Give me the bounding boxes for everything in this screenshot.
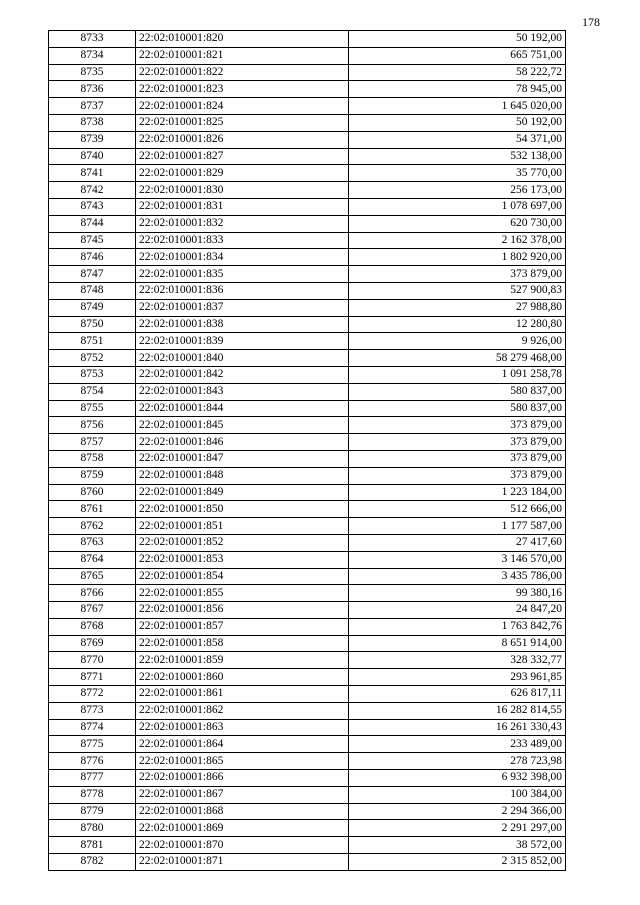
row-number: 8759 bbox=[49, 467, 136, 484]
cadastral-value: 373 879,00 bbox=[349, 450, 566, 467]
table-row bbox=[49, 450, 566, 467]
cadastral-value: 373 879,00 bbox=[349, 434, 566, 451]
cadastral-value: 665 751,00 bbox=[349, 47, 566, 64]
cadastral-number: 22:02:010001:857 bbox=[136, 618, 349, 635]
row-number: 8744 bbox=[49, 215, 136, 232]
cadastral-value: 373 879,00 bbox=[349, 467, 566, 484]
table-row bbox=[49, 585, 566, 602]
table-row bbox=[49, 266, 566, 283]
cadastral-number: 22:02:010001:836 bbox=[136, 282, 349, 299]
cadastral-number: 22:02:010001:837 bbox=[136, 299, 349, 316]
cadastral-value: 38 572,00 bbox=[349, 837, 566, 854]
row-number: 8757 bbox=[49, 434, 136, 451]
cadastral-value: 512 666,00 bbox=[349, 501, 566, 518]
cadastral-number: 22:02:010001:838 bbox=[136, 316, 349, 333]
row-number: 8761 bbox=[49, 501, 136, 518]
row-number: 8775 bbox=[49, 736, 136, 753]
row-number: 8743 bbox=[49, 198, 136, 215]
cadastral-number: 22:02:010001:869 bbox=[136, 820, 349, 837]
cadastral-number: 22:02:010001:861 bbox=[136, 686, 349, 703]
table-row bbox=[49, 719, 566, 736]
table-row bbox=[49, 753, 566, 770]
cadastral-number: 22:02:010001:834 bbox=[136, 249, 349, 266]
cadastral-number: 22:02:010001:846 bbox=[136, 434, 349, 451]
cadastral-number: 22:02:010001:867 bbox=[136, 786, 349, 803]
cadastral-value: 233 489,00 bbox=[349, 736, 566, 753]
table-row bbox=[49, 618, 566, 635]
table-row bbox=[49, 198, 566, 215]
cadastral-number: 22:02:010001:827 bbox=[136, 148, 349, 165]
table-row bbox=[49, 31, 566, 48]
table-row bbox=[49, 686, 566, 703]
table-row bbox=[49, 702, 566, 719]
cadastral-number: 22:02:010001:871 bbox=[136, 854, 349, 871]
row-number: 8779 bbox=[49, 803, 136, 820]
cadastral-number: 22:02:010001:833 bbox=[136, 232, 349, 249]
table-row bbox=[49, 669, 566, 686]
row-number: 8780 bbox=[49, 820, 136, 837]
cadastral-value: 27 417,60 bbox=[349, 534, 566, 551]
cadastral-number: 22:02:010001:852 bbox=[136, 534, 349, 551]
cadastral-value: 58 279 468,00 bbox=[349, 350, 566, 367]
cadastral-number: 22:02:010001:821 bbox=[136, 47, 349, 64]
row-number: 8739 bbox=[49, 131, 136, 148]
row-number: 8734 bbox=[49, 47, 136, 64]
row-number: 8752 bbox=[49, 350, 136, 367]
table-row bbox=[49, 182, 566, 199]
table-row bbox=[49, 820, 566, 837]
cadastral-number: 22:02:010001:842 bbox=[136, 366, 349, 383]
cadastral-value: 50 192,00 bbox=[349, 114, 566, 131]
row-number: 8764 bbox=[49, 551, 136, 568]
row-number: 8735 bbox=[49, 64, 136, 81]
row-number: 8766 bbox=[49, 585, 136, 602]
row-number: 8756 bbox=[49, 417, 136, 434]
table-row bbox=[49, 568, 566, 585]
cadastral-number: 22:02:010001:850 bbox=[136, 501, 349, 518]
row-number: 8737 bbox=[49, 98, 136, 115]
row-number: 8749 bbox=[49, 299, 136, 316]
row-number: 8740 bbox=[49, 148, 136, 165]
table-row bbox=[49, 47, 566, 64]
table-row bbox=[49, 249, 566, 266]
cadastral-number: 22:02:010001:831 bbox=[136, 198, 349, 215]
cadastral-value: 50 192,00 bbox=[349, 31, 566, 48]
cadastral-value: 580 837,00 bbox=[349, 400, 566, 417]
row-number: 8773 bbox=[49, 702, 136, 719]
table-row bbox=[49, 383, 566, 400]
table-row bbox=[49, 501, 566, 518]
cadastral-value: 1 091 258,78 bbox=[349, 366, 566, 383]
table-row bbox=[49, 350, 566, 367]
cadastral-number: 22:02:010001:856 bbox=[136, 602, 349, 619]
table-row bbox=[49, 518, 566, 535]
cadastral-value: 620 730,00 bbox=[349, 215, 566, 232]
cadastral-number: 22:02:010001:840 bbox=[136, 350, 349, 367]
row-number: 8751 bbox=[49, 333, 136, 350]
row-number: 8742 bbox=[49, 182, 136, 199]
cadastral-number: 22:02:010001:868 bbox=[136, 803, 349, 820]
table-row bbox=[49, 534, 566, 551]
table-row bbox=[49, 417, 566, 434]
table-row bbox=[49, 333, 566, 350]
cadastral-number: 22:02:010001:823 bbox=[136, 81, 349, 98]
table-row bbox=[49, 114, 566, 131]
table-row bbox=[49, 316, 566, 333]
cadastral-value: 256 173,00 bbox=[349, 182, 566, 199]
cadastral-value: 16 261 330,43 bbox=[349, 719, 566, 736]
cadastral-value: 3 146 570,00 bbox=[349, 551, 566, 568]
cadastral-number: 22:02:010001:843 bbox=[136, 383, 349, 400]
table-row bbox=[49, 484, 566, 501]
table-row bbox=[49, 64, 566, 81]
cadastral-number: 22:02:010001:845 bbox=[136, 417, 349, 434]
table-body bbox=[49, 31, 566, 871]
cadastral-value: 2 291 297,00 bbox=[349, 820, 566, 837]
row-number: 8733 bbox=[49, 31, 136, 48]
row-number: 8760 bbox=[49, 484, 136, 501]
cadastral-number: 22:02:010001:859 bbox=[136, 652, 349, 669]
cadastral-value: 527 900,83 bbox=[349, 282, 566, 299]
table-row bbox=[49, 652, 566, 669]
table-row bbox=[49, 366, 566, 383]
cadastral-value: 2 294 366,00 bbox=[349, 803, 566, 820]
cadastral-number: 22:02:010001:862 bbox=[136, 702, 349, 719]
table-row bbox=[49, 215, 566, 232]
row-number: 8768 bbox=[49, 618, 136, 635]
cadastral-number: 22:02:010001:870 bbox=[136, 837, 349, 854]
table-row bbox=[49, 148, 566, 165]
table-row bbox=[49, 131, 566, 148]
table-row bbox=[49, 282, 566, 299]
table-row bbox=[49, 81, 566, 98]
row-number: 8778 bbox=[49, 786, 136, 803]
cadastral-value: 2 162 378,00 bbox=[349, 232, 566, 249]
cadastral-value: 1 802 920,00 bbox=[349, 249, 566, 266]
row-number: 8769 bbox=[49, 635, 136, 652]
row-number: 8771 bbox=[49, 669, 136, 686]
table-row bbox=[49, 98, 566, 115]
cadastral-number: 22:02:010001:839 bbox=[136, 333, 349, 350]
cadastral-number: 22:02:010001:835 bbox=[136, 266, 349, 283]
cadastral-number: 22:02:010001:826 bbox=[136, 131, 349, 148]
row-number: 8745 bbox=[49, 232, 136, 249]
cadastral-value: 1 645 020,00 bbox=[349, 98, 566, 115]
table-row bbox=[49, 434, 566, 451]
cadastral-number: 22:02:010001:829 bbox=[136, 165, 349, 182]
row-number: 8746 bbox=[49, 249, 136, 266]
cadastral-number: 22:02:010001:854 bbox=[136, 568, 349, 585]
cadastral-value: 1 763 842,76 bbox=[349, 618, 566, 635]
cadastral-value: 1 177 587,00 bbox=[349, 518, 566, 535]
table-row bbox=[49, 400, 566, 417]
cadastral-number: 22:02:010001:860 bbox=[136, 669, 349, 686]
table-row bbox=[49, 551, 566, 568]
cadastral-value: 16 282 814,55 bbox=[349, 702, 566, 719]
table-row bbox=[49, 770, 566, 787]
cadastral-value: 8 651 914,00 bbox=[349, 635, 566, 652]
row-number: 8754 bbox=[49, 383, 136, 400]
cadastral-number: 22:02:010001:851 bbox=[136, 518, 349, 535]
table-row bbox=[49, 786, 566, 803]
table-row bbox=[49, 299, 566, 316]
table-row bbox=[49, 467, 566, 484]
row-number: 8765 bbox=[49, 568, 136, 585]
cadastral-value: 12 280,80 bbox=[349, 316, 566, 333]
cadastral-number: 22:02:010001:849 bbox=[136, 484, 349, 501]
row-number: 8738 bbox=[49, 114, 136, 131]
cadastral-number: 22:02:010001:820 bbox=[136, 31, 349, 48]
page-number: 178 bbox=[582, 15, 600, 29]
cadastral-number: 22:02:010001:863 bbox=[136, 719, 349, 736]
cadastral-value: 100 384,00 bbox=[349, 786, 566, 803]
row-number: 8776 bbox=[49, 753, 136, 770]
cadastral-value: 3 435 786,00 bbox=[349, 568, 566, 585]
cadastral-number: 22:02:010001:855 bbox=[136, 585, 349, 602]
cadastral-number: 22:02:010001:864 bbox=[136, 736, 349, 753]
row-number: 8781 bbox=[49, 837, 136, 854]
cadastral-value: 1 078 697,00 bbox=[349, 198, 566, 215]
cadastral-value: 278 723,98 bbox=[349, 753, 566, 770]
cadastral-number: 22:02:010001:824 bbox=[136, 98, 349, 115]
row-number: 8772 bbox=[49, 686, 136, 703]
cadastral-value: 328 332,77 bbox=[349, 652, 566, 669]
table-row bbox=[49, 635, 566, 652]
cadastral-value: 373 879,00 bbox=[349, 417, 566, 434]
cadastral-number: 22:02:010001:847 bbox=[136, 450, 349, 467]
cadastral-value: 1 223 184,00 bbox=[349, 484, 566, 501]
cadastral-value: 580 837,00 bbox=[349, 383, 566, 400]
cadastral-value: 373 879,00 bbox=[349, 266, 566, 283]
cadastral-number: 22:02:010001:848 bbox=[136, 467, 349, 484]
row-number: 8762 bbox=[49, 518, 136, 535]
cadastral-number: 22:02:010001:858 bbox=[136, 635, 349, 652]
cadastral-value: 293 961,85 bbox=[349, 669, 566, 686]
cadastral-number: 22:02:010001:853 bbox=[136, 551, 349, 568]
row-number: 8774 bbox=[49, 719, 136, 736]
row-number: 8753 bbox=[49, 366, 136, 383]
table-row bbox=[49, 602, 566, 619]
table-row bbox=[49, 736, 566, 753]
cadastral-number: 22:02:010001:825 bbox=[136, 114, 349, 131]
table-row bbox=[49, 232, 566, 249]
row-number: 8748 bbox=[49, 282, 136, 299]
cadastral-value: 626 817,11 bbox=[349, 686, 566, 703]
cadastral-number: 22:02:010001:822 bbox=[136, 64, 349, 81]
row-number: 8782 bbox=[49, 854, 136, 871]
cadastral-value: 27 988,80 bbox=[349, 299, 566, 316]
cadastral-value: 78 945,00 bbox=[349, 81, 566, 98]
cadastral-value: 35 770,00 bbox=[349, 165, 566, 182]
cadastral-number: 22:02:010001:830 bbox=[136, 182, 349, 199]
row-number: 8750 bbox=[49, 316, 136, 333]
cadastral-number: 22:02:010001:844 bbox=[136, 400, 349, 417]
cadastral-value: 24 847,20 bbox=[349, 602, 566, 619]
table-row bbox=[49, 854, 566, 871]
cadastral-value: 58 222,72 bbox=[349, 64, 566, 81]
cadastral-value: 99 380,16 bbox=[349, 585, 566, 602]
cadastral-value: 2 315 852,00 bbox=[349, 854, 566, 871]
table-row bbox=[49, 165, 566, 182]
row-number: 8777 bbox=[49, 770, 136, 787]
cadastral-value-table bbox=[48, 30, 566, 871]
row-number: 8736 bbox=[49, 81, 136, 98]
row-number: 8755 bbox=[49, 400, 136, 417]
row-number: 8741 bbox=[49, 165, 136, 182]
row-number: 8758 bbox=[49, 450, 136, 467]
cadastral-number: 22:02:010001:832 bbox=[136, 215, 349, 232]
row-number: 8767 bbox=[49, 602, 136, 619]
cadastral-value: 9 926,00 bbox=[349, 333, 566, 350]
cadastral-value: 6 932 398,00 bbox=[349, 770, 566, 787]
cadastral-number: 22:02:010001:866 bbox=[136, 770, 349, 787]
row-number: 8763 bbox=[49, 534, 136, 551]
table-row bbox=[49, 837, 566, 854]
cadastral-value: 532 138,00 bbox=[349, 148, 566, 165]
cadastral-value: 54 371,00 bbox=[349, 131, 566, 148]
table-row bbox=[49, 803, 566, 820]
row-number: 8747 bbox=[49, 266, 136, 283]
cadastral-number: 22:02:010001:865 bbox=[136, 753, 349, 770]
row-number: 8770 bbox=[49, 652, 136, 669]
